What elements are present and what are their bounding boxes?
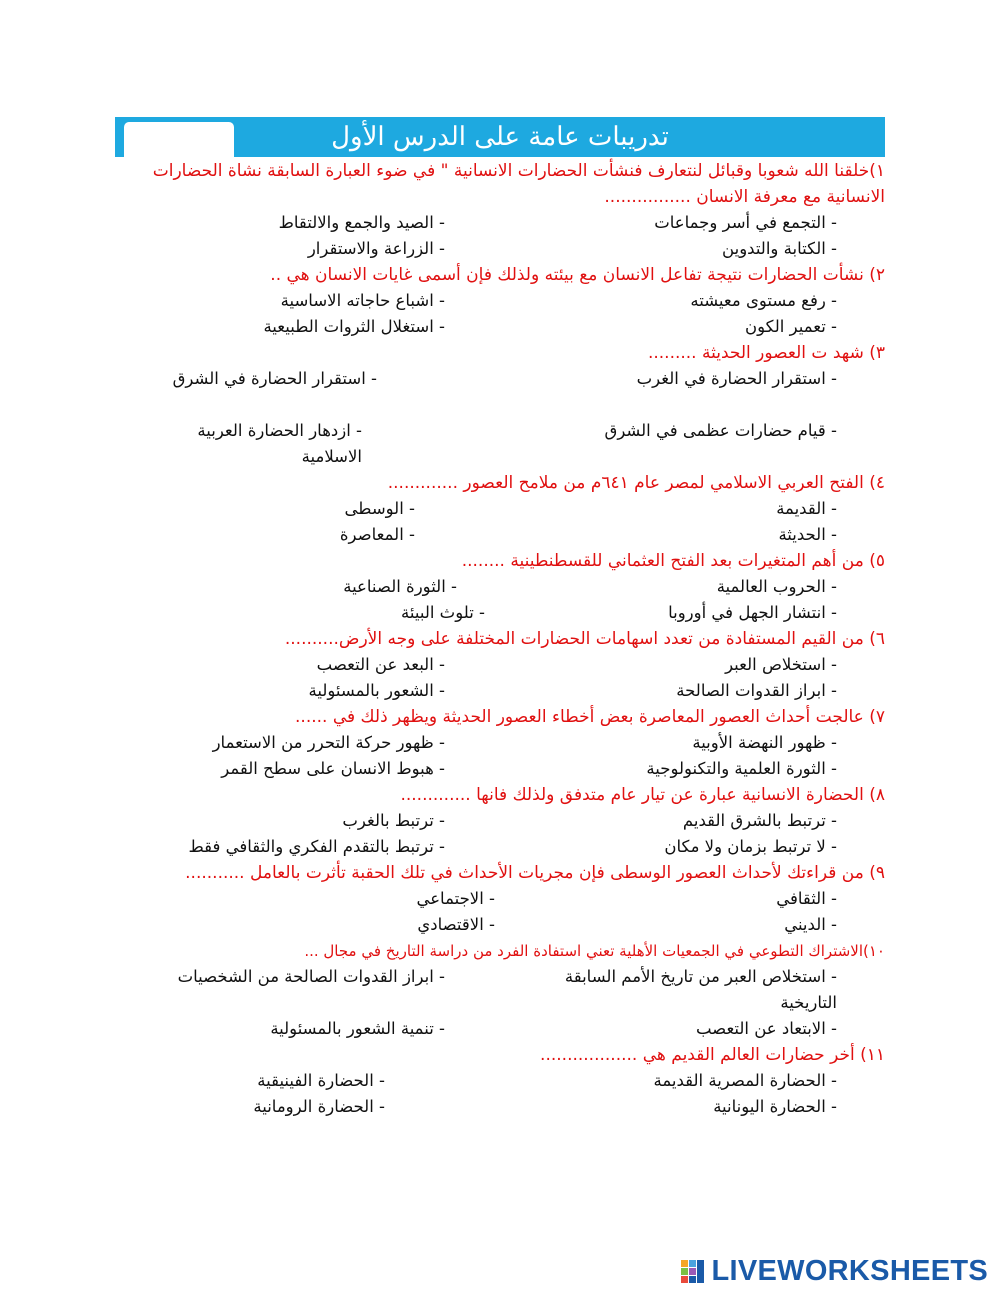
option[interactable]: - المعاصرة <box>339 525 415 544</box>
option[interactable]: - الديني <box>784 915 837 934</box>
question-3: ٣) شهد ت العصور الحديثة ......... <box>647 343 885 363</box>
option[interactable]: - ترتبط بالغرب <box>342 811 445 830</box>
options-2 <box>130 288 885 340</box>
options-5 <box>130 574 885 626</box>
question-8: ٨) الحضارة الانسانية عبارة عن تيار عام متدفق ولذلك فانها ............. <box>400 785 885 805</box>
question-9: ٩) من قراءتك لأحداث العصور الوسطى فإن مجريات الأحداث في تلك الحقبة تأثرت بالعامل ........... <box>185 863 885 883</box>
liveworksheets-logo <box>681 1253 989 1289</box>
option[interactable]: - الابتعاد عن التعصب <box>695 1019 837 1038</box>
option[interactable]: - الثورة العلمية والتكنولوجية <box>646 759 837 778</box>
question-11: ١١) أخر حضارات العالم القديم هي .................. <box>540 1045 885 1065</box>
option[interactable]: - ظهور النهضة الأوبية <box>692 733 837 752</box>
option[interactable]: - ظهور حركة التحرر من الاستعمار <box>212 733 445 752</box>
option[interactable]: - الحضارة الرومانية <box>253 1097 385 1116</box>
option[interactable]: - الحضارة اليونانية <box>713 1097 837 1116</box>
option[interactable]: - استخلاص العبر <box>725 655 837 674</box>
options-9 <box>130 886 885 938</box>
header-tab <box>124 122 234 157</box>
option[interactable]: - الحضارة المصرية القديمة <box>653 1071 837 1090</box>
option[interactable]: - ازدهار الحضارة العربية الاسلامية <box>197 421 362 466</box>
option[interactable]: - التجمع في أسر وجماعات <box>654 213 837 232</box>
worksheet-content <box>130 158 885 1120</box>
option[interactable]: - ترتبط بالشرق القديم <box>682 811 837 830</box>
option[interactable]: - قيام حضارات عظمى في الشرق <box>604 421 837 440</box>
option[interactable]: - الاجتماعي <box>416 889 495 908</box>
option[interactable]: - ابراز القدوات الصالحة <box>676 681 837 700</box>
option[interactable]: - الحضارة الفينيقية <box>257 1071 385 1090</box>
option[interactable]: - الشعور بالمسئولية <box>308 681 445 700</box>
option[interactable]: - استغلال الثروات الطبيعية <box>263 317 445 336</box>
option[interactable]: - انتشار الجهل في أوروبا <box>668 603 837 622</box>
option[interactable]: - استقرار الحضارة في الغرب <box>636 369 837 388</box>
option[interactable]: - الزراعة والاستقرار <box>307 239 445 258</box>
option[interactable]: - الصيد والجمع والالتقاط <box>278 213 445 232</box>
option[interactable]: - الثورة الصناعية <box>343 577 457 596</box>
page-title: تدريبات عامة على الدرس الأول <box>331 122 669 152</box>
options-7 <box>130 730 885 782</box>
option[interactable]: - تلوث البيئة <box>401 603 485 622</box>
options-10 <box>130 964 885 1042</box>
options-3 <box>130 366 885 470</box>
question-5: ٥) من أهم المتغيرات بعد الفتح العثماني للقسطنطينية ........ <box>461 551 885 571</box>
option[interactable]: - الثقافي <box>776 889 837 908</box>
options-6 <box>130 652 885 704</box>
question-10: ١٠)الاشتراك التطوعي في الجمعيات الأهلية تعني استفادة الفرد من دراسة التاريخ في مجال ... <box>304 942 885 960</box>
question-2: ٢) نشأت الحضارات نتيجة تفاعل الانسان مع بيئته ولذلك فإن أسمى غايات الانسان هي .. <box>270 265 885 285</box>
question-6: ٦) من القيم المستفادة من تعدد اسهامات الحضارات المختلفة على وجه الأرض.......... <box>284 629 885 649</box>
option[interactable]: - ابراز القدوات الصالحة من الشخصيات <box>177 967 445 986</box>
option[interactable]: - اشباع حاجاته الاساسية <box>280 291 445 310</box>
option[interactable]: - الحديثة <box>778 525 837 544</box>
option[interactable]: - تنمية الشعور بالمسئولية <box>270 1019 445 1038</box>
question-1: ١)خلقنا الله شعوبا وقبائل لنتعارف فنشأت الحضارات الانسانية " في ضوء العبارة السابقة نشاة الحضارات الانسانية مع معرفة الانسان ................ <box>152 161 885 207</box>
option[interactable]: - الاقتصادي <box>417 915 495 934</box>
liveworksheets-logo-icon <box>681 1258 707 1284</box>
options-1 <box>130 210 885 262</box>
option[interactable]: - الكتابة والتدوين <box>722 239 837 258</box>
option[interactable]: - هبوط الانسان على سطح القمر <box>221 759 445 778</box>
options-4 <box>130 496 885 548</box>
question-7: ٧) عالجت أحداث العصور المعاصرة بعض أخطاء العصور الحديثة ويظهر ذلك في ...... <box>295 707 885 727</box>
option[interactable]: - استقرار الحضارة في الشرق <box>172 369 377 388</box>
option[interactable]: - الوسطى <box>344 499 415 518</box>
options-8 <box>130 808 885 860</box>
option[interactable]: - ترتبط بالتقدم الفكري والثقافي فقط <box>188 837 445 856</box>
question-4: ٤) الفتح العربي الاسلامي لمصر عام ٦٤١م من ملامح العصور ............. <box>387 473 885 493</box>
option[interactable]: - لا ترتبط بزمان ولا مكان <box>664 837 837 856</box>
options-11 <box>130 1068 885 1120</box>
option[interactable]: - استخلاص العبر من تاريخ الأمم السابقة التاريخية <box>564 967 837 1012</box>
brand-name: LIVEWORKSHEETS <box>711 1254 988 1287</box>
option[interactable]: - رفع مستوى معيشته <box>690 291 837 310</box>
option[interactable]: - الحروب العالمية <box>716 577 837 596</box>
option[interactable]: - تعمير الكون <box>745 317 837 336</box>
option[interactable]: - البعد عن التعصب <box>316 655 445 674</box>
option[interactable]: - القديمة <box>776 499 837 518</box>
